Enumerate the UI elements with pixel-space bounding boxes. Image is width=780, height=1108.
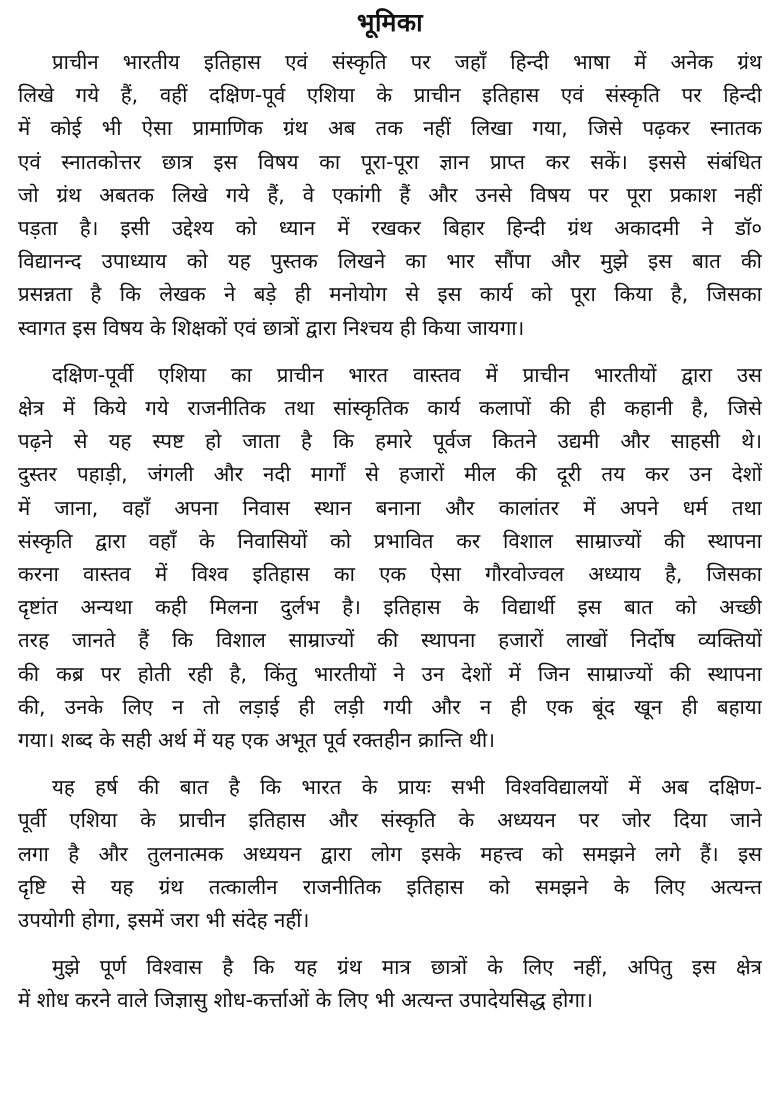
text-line: प्रसन्नता है कि लेखक ने बड़े ही मनोयोग से इस कार्य को पूरा किया है, जिसका (18, 282, 762, 307)
text-line: मुझे पूर्ण विश्वास है कि यह ग्रंथ मात्र छात्रों के लिए नहीं, अपितु इस क्षेत्र (52, 955, 762, 980)
text-line: दक्षिण-पूर्वी एशिया का प्राचीन भारत वास्तव में प्राचीन भारतीयों द्वारा उस (52, 362, 762, 387)
paragraph (18, 359, 762, 757)
text-line: संस्कृति द्वारा वहाँ के निवासियों को प्रभावित कर विशाल साम्राज्यों की स्थापना (18, 528, 762, 553)
paragraph (18, 46, 762, 345)
text-line: दृष्टि से यह ग्रंथ तत्कालीन राजनीतिक इतिहास को समझने के लिए अत्यन्त (18, 874, 762, 899)
text-line: पड़ता है। इसी उद्देश्य को ध्यान में रखकर बिहार हिन्दी ग्रंथ अकादमी ने डॉ० (18, 216, 762, 241)
text-line: उपयोगी होगा, इसमें जरा भी संदेह नहीं। (18, 908, 310, 933)
text-line: में कोई भी ऐसा प्रामाणिक ग्रंथ अब तक नहीं लिखा गया, जिसे पढ़कर स्नातक (18, 116, 762, 141)
text-line: क्षेत्र में किये गये राजनीतिक तथा सांस्कृतिक कार्य कलापों की ही कहानी है, जिसे (18, 396, 762, 421)
text-line: में शोध करने वाले जिज्ञासु शोध-कर्त्ताओं के लिए भी अत्यन्त उपादेयसिद्ध होगा। (18, 988, 593, 1013)
text-line: जो ग्रंथ अबतक लिखे गये हैं, वे एकांगी हैं और उनसे विषय पर पूरा प्रकाश नहीं (18, 182, 762, 207)
text-line: दृष्टांत अन्यथा कही मिलना दुर्लभ है। इतिहास के विद्यार्थी इस बात को अच्छी (18, 595, 762, 620)
paragraph (18, 951, 762, 1017)
text-line: की कब्र पर होती रही है, किंतु भारतीयों ने उन देशों में जिन साम्राज्यों की स्थापना (18, 661, 762, 686)
body-text (18, 46, 762, 1018)
text-line: की, उनके लिए न तो लड़ाई ही लड़ी गयी और न ही एक बूंद खून ही बहाया (18, 694, 762, 719)
text-line: दुस्तर पहाड़ी, जंगली और नदी मार्गों से हजारों मील की दूरी तय कर उन देशों (18, 462, 762, 487)
text-line: तरह जानते हैं कि विशाल साम्राज्यों की स्थापना हजारों लाखों निर्दोष व्यक्तियों (18, 628, 762, 653)
paragraph (18, 771, 762, 937)
text-line: विद्यानन्द उपाध्याय को यह पुस्तक लिखने का भार सौंपा और मुझे इस बात की (18, 249, 762, 274)
text-line: करना वास्तव में विश्व इतिहास का एक ऐसा गौरवोज्वल अध्याय है, जिसका (18, 562, 762, 587)
text-line: यह हर्ष की बात है कि भारत के प्रायः सभी विश्वविद्यालयों में अब दक्षिण- (52, 775, 762, 800)
text-line: प्राचीन भारतीय इतिहास एवं संस्कृति पर जहाँ हिन्दी भाषा में अनेक ग्रंथ (52, 50, 762, 74)
text-line: पूर्वी एशिया के प्राचीन इतिहास और संस्कृति के अध्ययन पर जोर दिया जाने (18, 808, 762, 833)
text-line: में जाना, वहाँ अपना निवास स्थान बनाना और कालांतर में अपने धर्म तथा (18, 495, 762, 520)
text-line: स्वागत इस विषय के शिक्षकों एवं छात्रों द्वारा निश्चय ही किया जायगा। (18, 315, 525, 340)
text-line: लिखे गये हैं, वहीं दक्षिण-पूर्व एशिया के प्राचीन इतिहास एवं संस्कृति पर हिन्दी (18, 83, 762, 108)
text-line: एवं स्नातकोत्तर छात्र इस विषय का पूरा-पूरा ज्ञान प्राप्त कर सकें। इससे संबंधित (18, 149, 762, 174)
text-line: गया। शब्द के सही अर्थ में यह एक अभूत पूर्व रक्तहीन क्रान्ति थी। (18, 728, 496, 753)
text-line: पढ़ने से यह स्पष्ट हो जाता है कि हमारे पूर्वज कितने उद्यमी और साहसी थे। (18, 429, 762, 454)
text-line: लगा है और तुलनात्मक अध्ययन द्वारा लोग इसके महत्त्व को समझने लगे हैं। इस (18, 841, 762, 866)
page-title: भूमिका (356, 8, 424, 37)
